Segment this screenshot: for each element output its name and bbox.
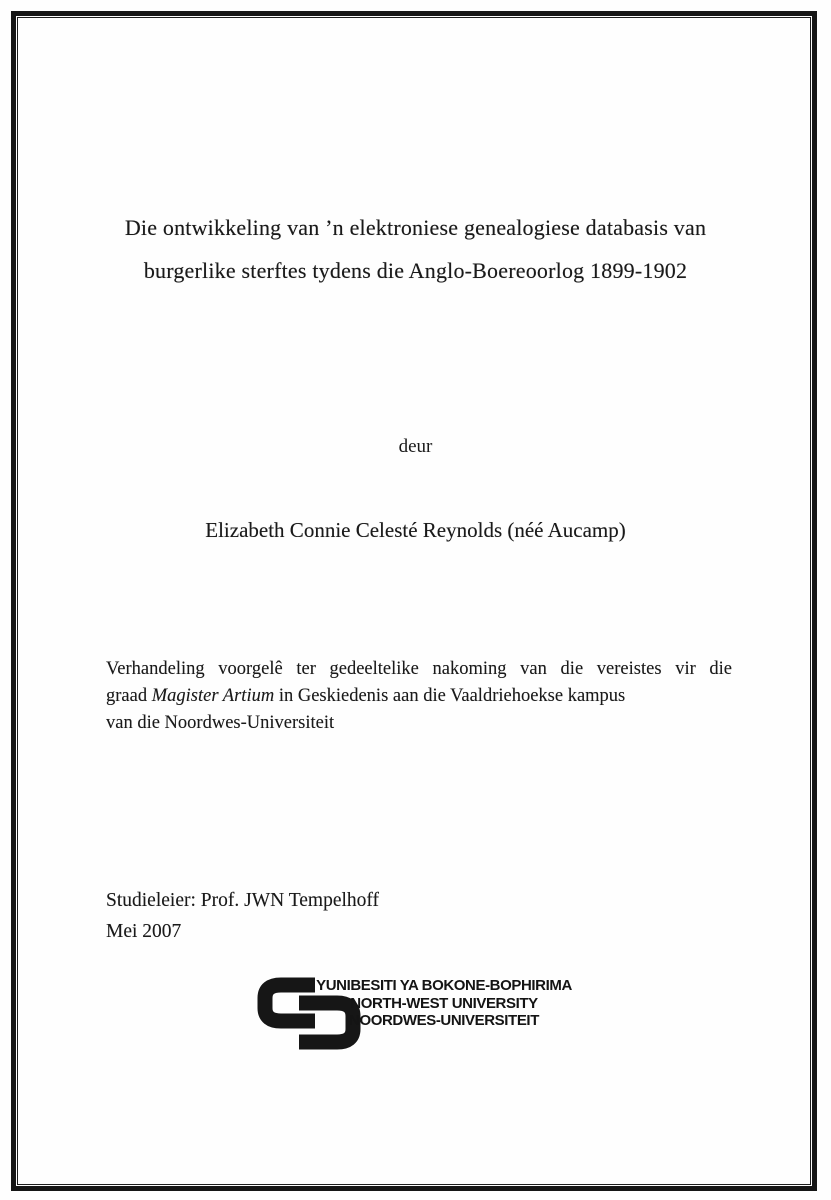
author-name: Elizabeth Connie Celesté Reynolds (néé Aucamp) bbox=[205, 518, 626, 542]
submission-statement bbox=[106, 656, 732, 737]
logo-text-english: NORTH-WEST UNIVERSITY bbox=[350, 994, 538, 1012]
supervisor-block bbox=[106, 886, 379, 947]
submission-line2-suffix: in Geskiedenis aan die Vaaldriehoekse kampus bbox=[274, 686, 626, 706]
byline-deur: deur bbox=[398, 436, 433, 457]
submission-line3: van die Noordwes-Universiteit bbox=[106, 713, 335, 733]
thesis-title-line2: burgerlike sterftes tydens die Anglo-Boereoorlog 1899-1902 bbox=[143, 258, 688, 283]
supervisor-line: Studieleier: Prof. JWN Tempelhoff bbox=[106, 890, 380, 911]
degree-name: Magister Artium bbox=[151, 686, 275, 706]
page-border-outer bbox=[11, 11, 817, 1191]
thesis-title bbox=[60, 206, 771, 292]
submission-line1: Verhandeling voorgelê ter gedeeltelike nakoming van die vereistes vir die bbox=[106, 659, 732, 679]
submission-line2-prefix: graad bbox=[106, 686, 152, 706]
logo-text-afrikaans: NOORDWES-UNIVERSITEIT bbox=[349, 1012, 539, 1030]
logo-text-setswana: YUNIBESITI YA BOKONE-BOPHIRIMA bbox=[316, 977, 572, 994]
thesis-title-line1: Die ontwikkeling van ’n elektroniese genealogiese databasis van bbox=[124, 215, 707, 240]
date-line: Mei 2007 bbox=[106, 920, 182, 942]
page-border-inner bbox=[17, 17, 811, 1185]
submission-line2 bbox=[106, 686, 625, 706]
